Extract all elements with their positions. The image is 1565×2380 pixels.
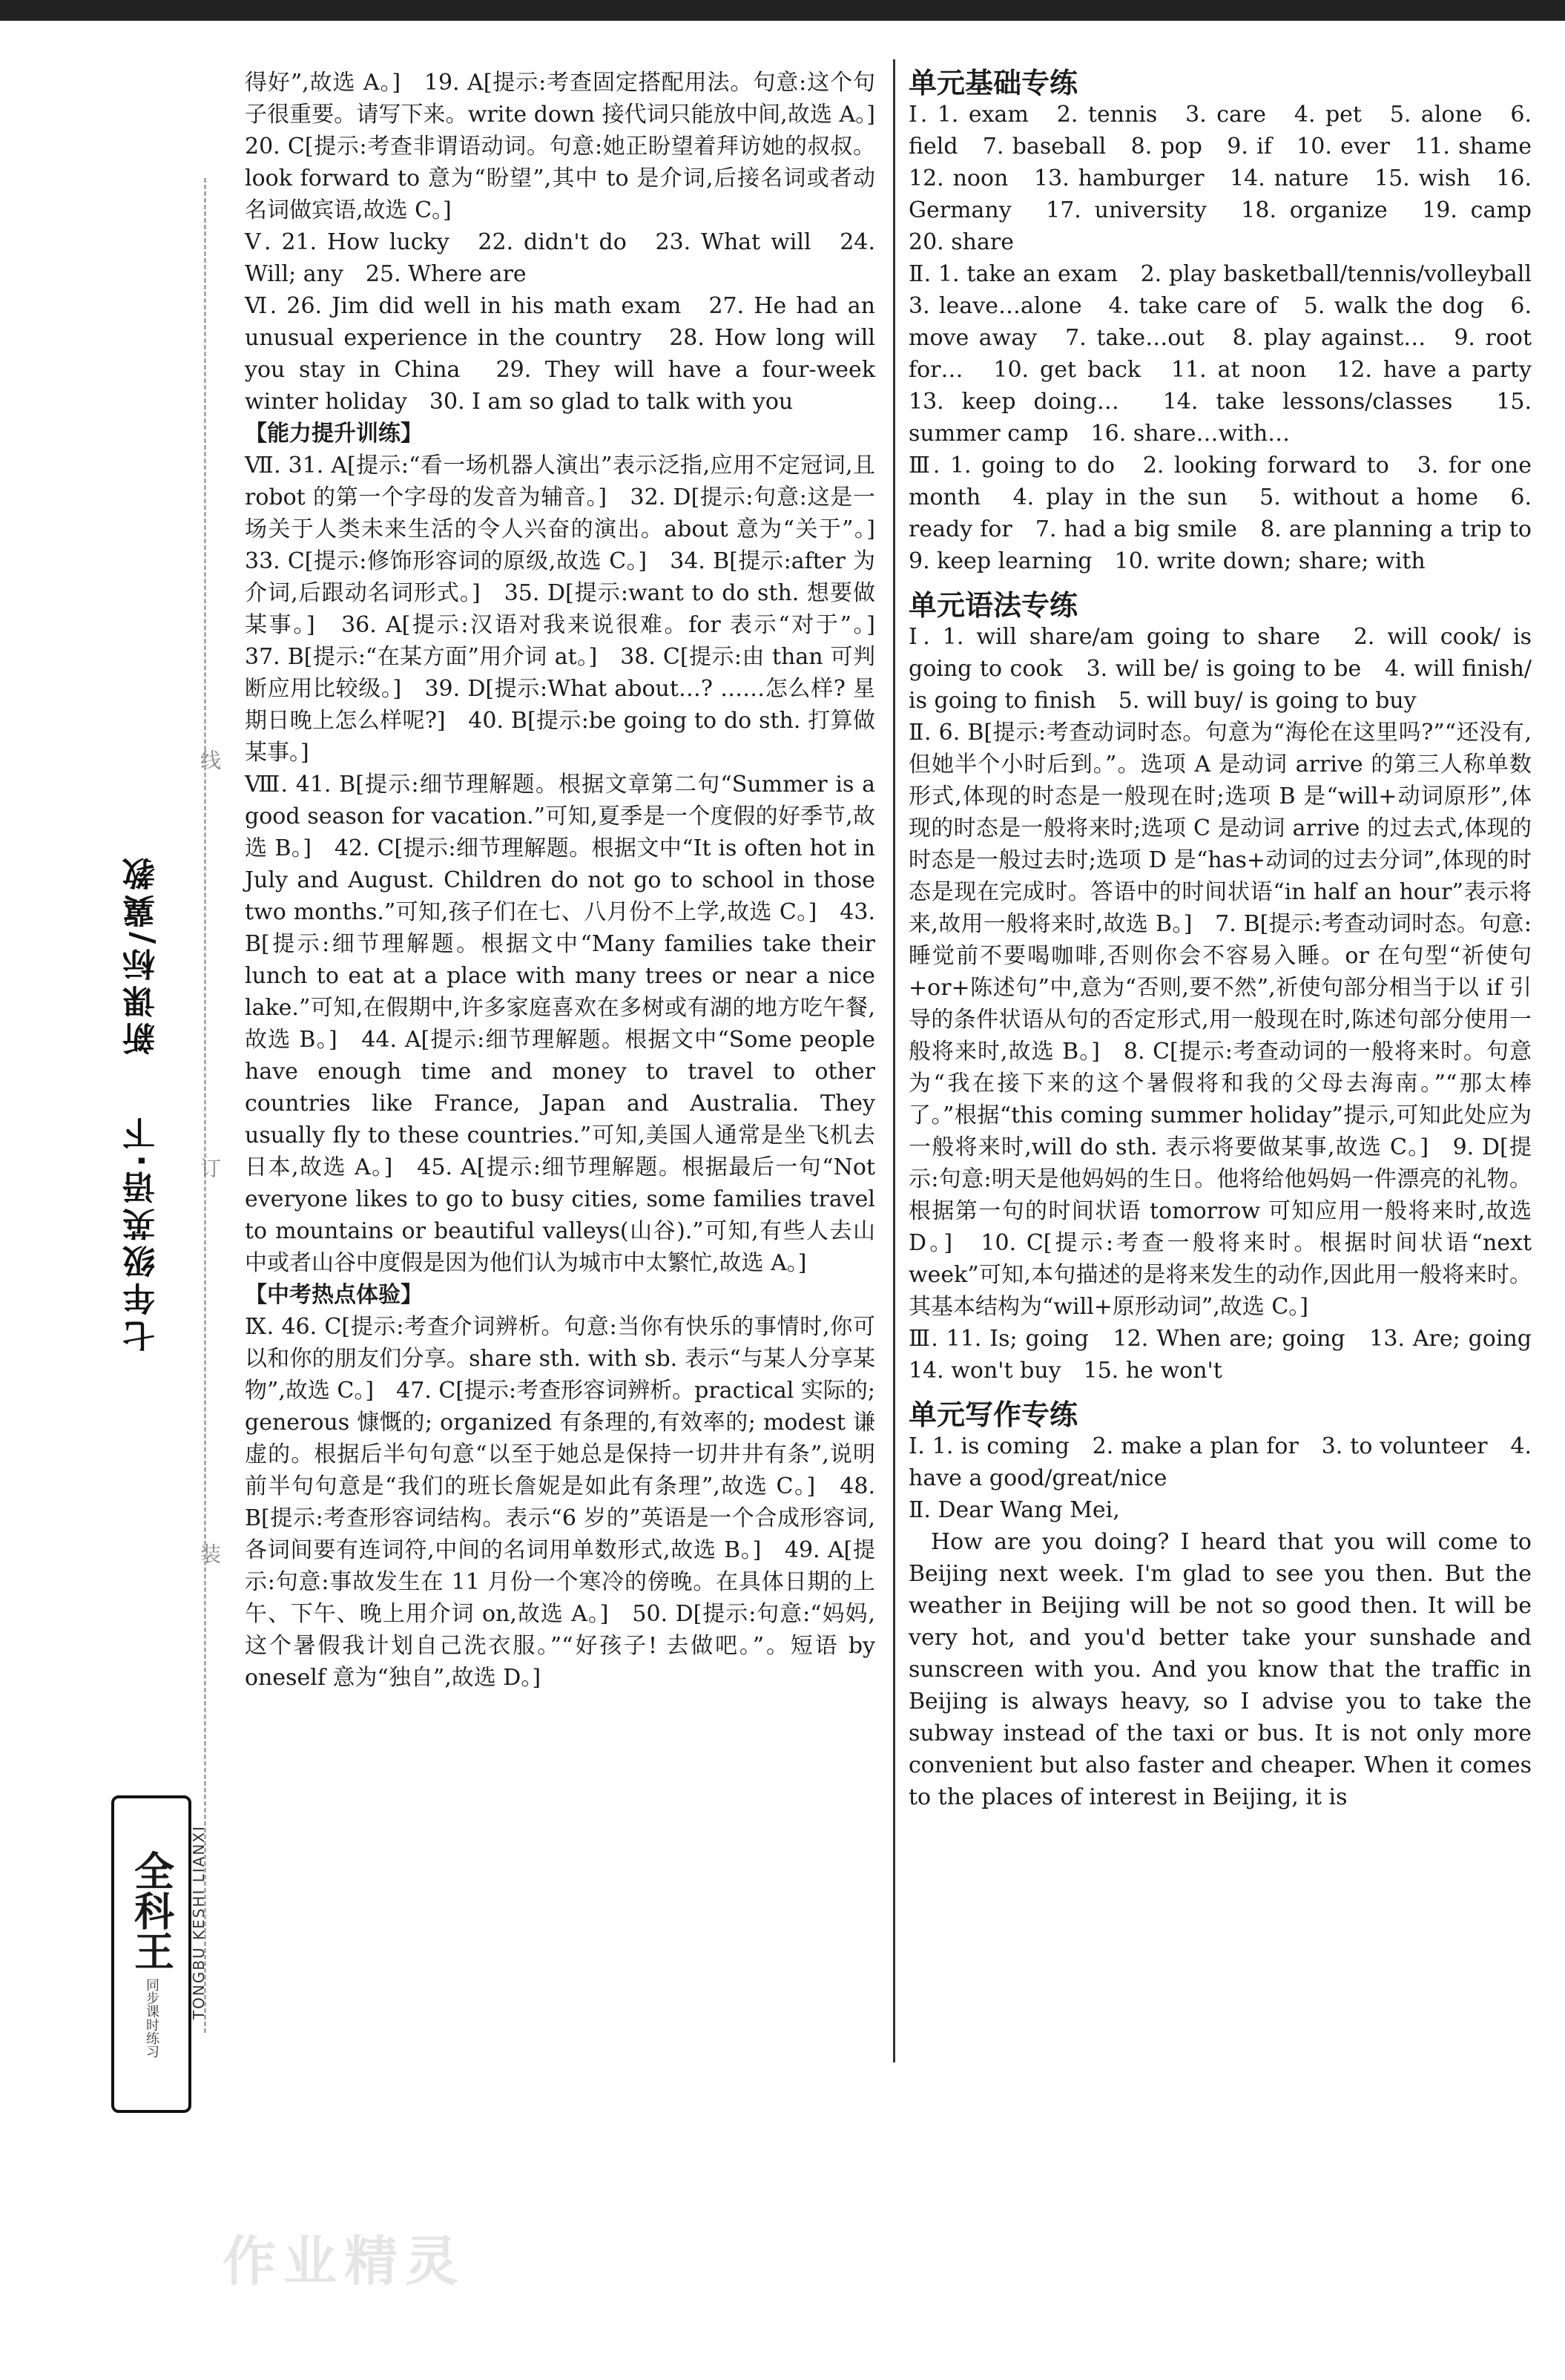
binding-mark-3: 线 — [197, 749, 222, 770]
logo-main-text: 全科王 — [128, 1850, 175, 1970]
spacer — [909, 577, 1532, 589]
section-heading: 【能力提升训练】 — [245, 421, 423, 447]
letter-body: How are you doing? I heard that you will come to Beijing next week. I'm glad to see you then. But the weather in Beijing will be not so good then. It will be very hot, and you'd better take your sunshade and sunscreen with you. And you know that the traffic in Beijing is always heavy, so I advise you to take the subway instead of the taxi or bus. It is not only more convenient but also faster and cheaper. When it comes to the places of interest in Beijing, it is — [909, 1529, 1532, 1810]
letter-salutation: Ⅱ. Dear Wang Mei, — [909, 1497, 1120, 1523]
spacer — [909, 1387, 1532, 1398]
left-column — [245, 67, 897, 1694]
column-divider — [893, 59, 895, 2062]
answer-block: Ⅵ. 26. Jim did well in his math exam 27. He had an unusual experience in the country 28. How long will you stay in China 29. They will have a four-week winter holiday 30. I am so glad to talk with you — [245, 293, 875, 415]
logo-sub-text: 同步课时练习 — [144, 1978, 159, 2058]
right-column — [909, 66, 1554, 1813]
answer-block: 得好”,故选 A。] 19. A[提示:考查固定搭配用法。句意:这个句子很重要。请写下来。write down 接代词只能放中间,故选 A。] 20. C[提示:考查非谓语动词。句意:她正盼望着拜访她的叔叔。look forward to 意为“盼望”,其中 to 是介词,后接名词或者动名词做宾语,故选 C。] — [245, 70, 897, 223]
answer-block: Ⅱ. 6. B[提示:考查动词时态。句意为“海伦在这里吗?”“还没有,但她半个小时后到。”。选项 A 是动词 arrive 的第三人称单数形式,体现的时态是一般现在时;选项 B 是“will+动词原形”,体现的时态是一般将来时;选项 C 是动词 arrive 的过去式,体现的时态是一般过去时;选项 D 是“has+动词的过去分词”,体现的时态是现在完成时。答语中的时间状语“in half an hour”表示将来,故用一般将来时,故选 B。] 7. B[提示:考查动词时态。句意:睡觉前不要喝咖啡,否则你会不容易入睡。or 在句型“祈使句+or+陈述句”中,意为“否则,要不然”,祈使句部分相当于以 if 引导的条件状语从句的否定形式,用一般现在时,陈述句部分使用一般将来时,故选 B。] 8. C[提示:考查动词的一般将来时。句意为“我在接下来的这个暑假将和我的父母去海南。”“那太棒了。”根据“this coming summer holiday”提示,可知此处应为一般将来时,will do sth. 表示将要做某事,故选 C。] 9. D[提示:句意:明天是他妈妈的生日。他将给他妈妈一件漂亮的礼物。根据第一句的时间状语 tomorrow 可知应用一般将来时,故选 D。] 10. C[提示:考查一般将来时。根据时间状语“next week”可知,本句描述的是将来发生的动作,因此用一般将来时。其基本结构为“will+原形动词”,故选 C。] — [909, 720, 1532, 1320]
brand-logo — [111, 1795, 191, 2113]
section-title-basic: 单元基础专练 — [909, 66, 1078, 99]
answer-block: Ⅴ. 21. How lucky 22. didn't do 23. What will 24. Will; any 25. Where are — [245, 229, 875, 287]
section-title-writing: 单元写作专练 — [909, 1398, 1078, 1431]
answer-block: Ⅱ. 1. take an exam 2. play basketball/tennis/volleyball 3. leave…alone 4. take care of 5. walk the dog 6. move away 7. take…out 8. play against… 9. root for… 10. get back 11. at noon 12. have a party 13. keep doing… 14. take lessons/classes 15. summer camp 16. share…with… — [909, 261, 1554, 447]
top-edge-bar — [0, 0, 1565, 21]
answer-block: Ⅲ. 1. going to do 2. looking forward to 3. for one month 4. play in the sun 5. without a home 6. ready for 7. had a big smile 8. are planning a trip to 9. keep learning 10. write down; share; with — [909, 453, 1554, 574]
binding-dashed-line — [204, 178, 206, 2033]
watermark: 作业精灵 — [223, 2230, 467, 2292]
answer-block: Ⅸ. 46. C[提示:考查介词辨析。句意:当你有快乐的事情时,你可以和你的朋友们分享。share sth. with sb. 表示“与某人分享某物”,故选 C。] 47. C[提示:考查形容词辨析。practical 实际的; generous 慷慨的; organized 有条理的,有效率的; modest 谦虚的。根据后半句句意“以至于她总是保持一切井井有条”,说明前半句句意是“我们的班长詹妮是如此有条理”,故选 C。] 48. B[提示:考查形容词结构。表示“6 岁的”英语是一个合成形容词,各词间要有连词符,中间的名词用单数形式,故选 B。] 49. A[提示:句意:事故发生在 11 月份一个寒冷的傍晚。在具体日期的上午、下午、晚上用介词 on,故选 A。] 50. D[提示:句意:“妈妈,这个暑假我计划自己洗衣服。”“好孩子! 去做吧。”。短语 by oneself 意为“独自”,故选 D。] — [245, 1314, 875, 1691]
book-title-series: 新课标/冀教 — [123, 853, 161, 1056]
answer-block: Ⅷ. 41. B[提示:细节理解题。根据文章第二句“Summer is a good season for vacation.”可知,夏季是一个度假的好季节,故选 B。] 42. C[提示:细节理解题。根据文中“It is often hot in July and August. Children do not go to school in those two months.”可知,孩子们在七、八月份不上学,故选 C。] 43. B[提示:细节理解题。根据文中“Many families take their lunch to eat at a place with many trees or near a nice lake.”可知,在假期中,许多家庭喜欢在多树或有湖的地方吃午餐,故选 B。] 44. A[提示:细节理解题。根据文中“Some people have enough time and money to travel to other countries like France, Japan and Australia. They usually fly to these countries.”可知,美国人通常是坐飞机去日本,故选 A。] 45. A[提示:细节理解题。根据最后一句“Not everyone likes to go to busy cities, some families travel to mountains or beautiful valleys(山谷).”可知,有些人去山中或者山谷中度假是因为他们认为城市中太繁忙,故选 A。] — [245, 772, 875, 1276]
answer-block: Ⅰ. 1. exam 2. tennis 3. care 4. pet 5. alone 6. field 7. baseball 8. pop 9. if 10. ever 11. shame 12. noon 13. hamburger 14. nature 15. wish 16. Germany 17. university 18. organize 19. camp 20. share — [909, 102, 1554, 255]
section-title-grammar: 单元语法专练 — [909, 588, 1078, 622]
answer-block: Ⅰ. 1. will share/am going to share 2. will cook/ is going to cook 3. will be/ is going to be 4. will finish/ is going to finish 5. will buy/ is going to buy — [909, 624, 1532, 714]
binding-mark-2: 订 — [197, 1157, 222, 1178]
answer-block: Ⅶ. 31. A[提示:“看一场机器人演出”表示泛指,应用不定冠词,且 robot 的第一个字母的发音为辅音。] 32. D[提示:句意:这是一场关于人类未来生活的令人兴奋的演出。about 意为“关于”。] 33. C[提示:修饰形容词的原级,故选 C。] 34. B[提示:after 为介词,后跟动名词形式。] 35. D[提示:want to do sth. 想要做某事。] 36. A[提示:汉语对我来说很难。for 表示“对于”。] 37. B[提示:“在某方面”用介词 at。] 38. C[提示:由 than 可判断应用比较级。] 39. D[提示:What about…? ……怎么样? 星期日晚上怎么样呢?] 40. B[提示:be going to do sth. 打算做某事。] — [245, 453, 897, 766]
answer-block: Ⅰ. 1. is coming 2. make a plan for 3. to volunteer 4. have a good/great/nice — [909, 1433, 1532, 1491]
answer-block: Ⅲ. 11. Is; going 12. When are; going 13. Are; going 14. won't buy 15. he won't — [909, 1326, 1554, 1384]
binding-mark-1: 装 — [197, 1543, 222, 1564]
logo-english-text: TONGBU KESHI LIANXI — [190, 1825, 208, 2020]
section-heading: 【中考热点体验】 — [245, 1282, 423, 1308]
book-title-grade: 七年级英语·下 — [123, 1113, 161, 1352]
